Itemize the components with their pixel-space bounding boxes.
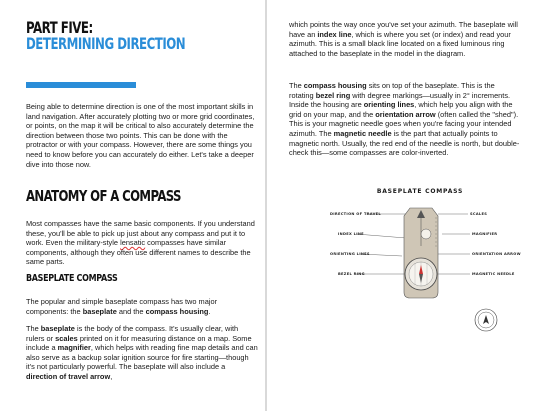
label-scales: SCALES [470, 212, 488, 216]
label-orienting-lines: ORIENTING LINES [330, 252, 370, 256]
right-para-1: which points the way once you've set your azimuth. The baseplate will have an index line, which is where you set (or index) and read your azimuth. This is a small black line located on a fixed luminous ring attached to the baseplate in the model in the diagram. [289, 20, 518, 58]
label-direction-of-travel: DIRECTION OF TRAVEL [330, 212, 382, 216]
page-gutter [265, 0, 267, 411]
label-orientation-arrow: ORIENTATION ARROW [472, 252, 521, 256]
body-paragraph: The baseplate is the body of the compass. It's usually clear, with rulers or scales printed on it for measuring distance on a map. Some include a magnifier, which helps with reading fine map details and can also serve as a backup solar ignition source for fire starting—though it's not particularly powerful. The baseplate will also include a direction of travel arrow, [26, 324, 258, 381]
intro-paragraph: Being able to determine direction is one of the most important skills in land navigation. After accurately plotting two or more grid coordinates, or points, on the map it will be critical to also accurately determine the direction between those two points. This can be done with the protractor or with your compass. However, there are some things you need to know before you can accurately do either. Let's take a deeper dive into those now. [26, 102, 255, 169]
compass-diagram [320, 188, 520, 388]
anatomy-paragraph: Most compasses have the same basic components. If you understand these, you'll be able to pick up just about any compass and put it to work. Even the military-style lensatic compasses have similar components, although they often use different names to describe the same parts. [26, 219, 255, 267]
part-title [26, 20, 223, 52]
leader-lines-right [436, 214, 470, 274]
label-magnetic-needle: MAGNETIC NEEDLE [472, 272, 515, 276]
baseplate-paragraph: The popular and simple baseplate compass has two major components: the baseplate and the compass housing. [26, 297, 218, 316]
right-page [268, 0, 533, 411]
label-bezel-ring: BEZEL RING [338, 272, 365, 276]
spellcheck-word: lensatic [120, 238, 146, 248]
right-para-2: The compass housing sits on top of the baseplate. This is the rotating bezel ring with degree markings—usually in 2° increments. Inside the housing are orienting lines, which help you align with the grid on your map, and the orientation arrow (often called the "shed"). This is your magnetic needle goes when you're facing your intended azimuth. The magnetic needle is the part that actually points to magnetic north. Usually, the red end of the needle is north, but double-check this—some compasses are color-inverted. [289, 81, 520, 158]
leader-lines-left [356, 214, 408, 274]
part-title-line2: DETERMINING DIRECTION [26, 34, 186, 53]
accent-bar [26, 82, 136, 88]
left-page [0, 0, 264, 411]
label-index-line: INDEX LINE [338, 232, 364, 236]
heading-baseplate: BASEPLATE COMPASS [26, 273, 118, 284]
part-title-line1: PART FIVE: [26, 18, 93, 37]
heading-anatomy: ANATOMY OF A COMPASS [26, 187, 181, 205]
label-magnifier: MAGNIFIER [472, 232, 498, 236]
diagram-title: BASEPLATE COMPASS [376, 188, 464, 195]
compass-illustration [320, 188, 520, 388]
